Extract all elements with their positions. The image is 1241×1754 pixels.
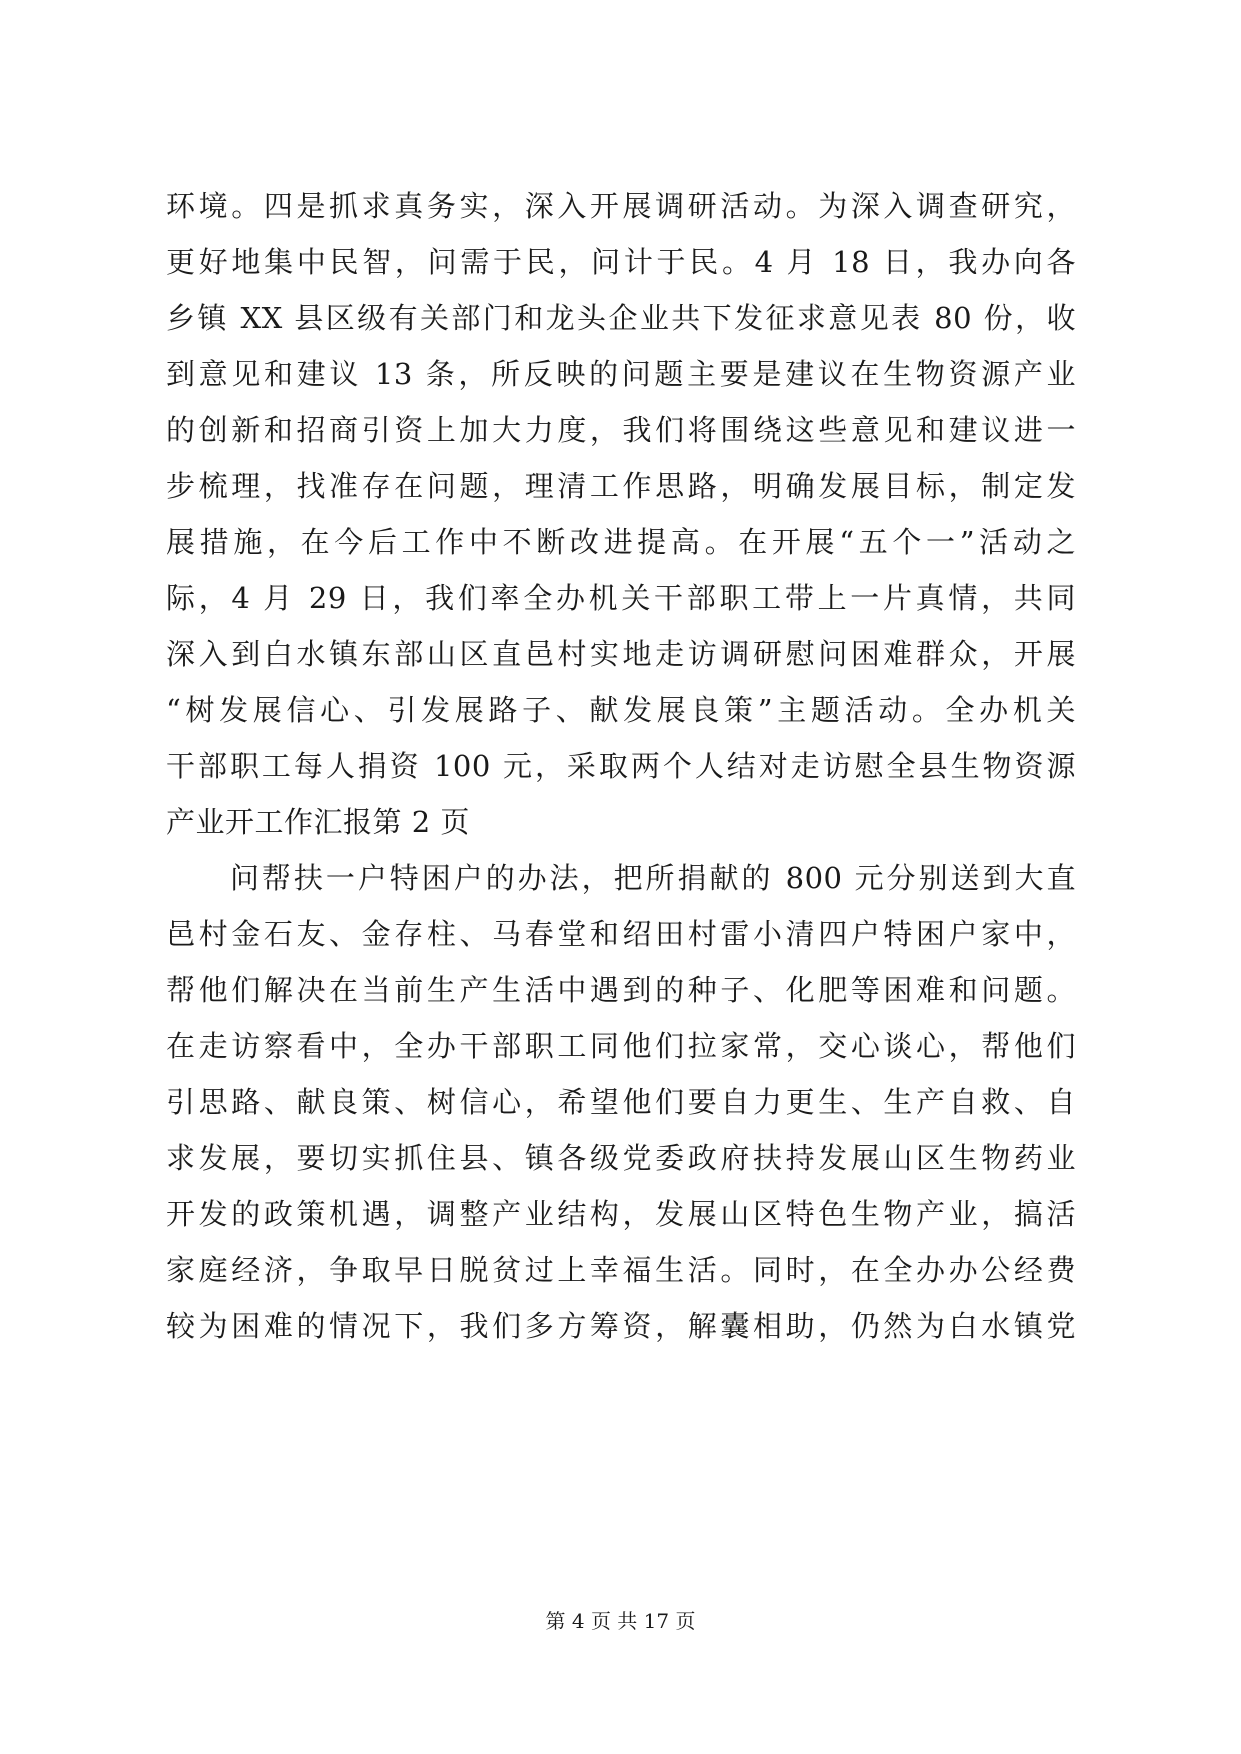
text-line: 在走访察看中，全办干部职工同他们拉家常，交心谈心，帮他们	[166, 1029, 1076, 1063]
text-line: 展措施，在今后工作中不断改进提高。在开展“五个一”活动之	[166, 525, 1076, 559]
text-line: 求发展，要切实抓住县、镇各级党委政府扶持发展山区生物药业	[166, 1141, 1076, 1175]
text-line: 家庭经济，争取早日脱贫过上幸福生活。同时，在全办办公经费	[166, 1253, 1076, 1287]
text-line: 产业开工作汇报第 2 页	[166, 805, 470, 839]
text-line: 问帮扶一户特困户的办法，把所捐献的 800 元分别送到大直	[166, 861, 1076, 895]
text-line: 开发的政策机遇，调整产业结构，发展山区特色生物产业，搞活	[166, 1197, 1076, 1231]
text-line: 步梳理，找准存在问题，理清工作思路，明确发展目标，制定发	[166, 469, 1076, 503]
text-line: 际，4 月 29 日，我们率全办机关干部职工带上一片真情，共同	[166, 581, 1076, 615]
text-line: 环境。四是抓求真务实，深入开展调研活动。为深入调查研究，	[166, 189, 1076, 223]
text-line: 乡镇 XX 县区级有关部门和龙头企业共下发征求意见表 80 份，收	[166, 301, 1076, 335]
text-line: 邑村金石友、金存柱、马春堂和绍田村雷小清四户特困户家中，	[166, 917, 1076, 951]
text-line: 的创新和招商引资上加大力度，我们将围绕这些意见和建议进一	[166, 413, 1076, 447]
text-line: “树发展信心、引发展路子、献发展良策”主题活动。全办机关	[166, 693, 1076, 727]
text-line: 到意见和建议 13 条，所反映的问题主要是建议在生物资源产业	[166, 357, 1076, 391]
text-line: 更好地集中民智，问需于民，问计于民。4 月 18 日，我办向各	[166, 245, 1076, 279]
text-line: 较为困难的情况下，我们多方筹资，解囊相助，仍然为白水镇党	[166, 1309, 1076, 1343]
text-line: 深入到白水镇东部山区直邑村实地走访调研慰问困难群众，开展	[166, 637, 1076, 671]
body-text	[166, 178, 1076, 1354]
text-line: 干部职工每人捐资 100 元，采取两个人结对走访慰全县生物资源	[166, 749, 1076, 783]
page-footer: 第 4 页 共 17 页	[545, 1609, 696, 1633]
text-line: 帮他们解决在当前生产生活中遇到的种子、化肥等困难和问题。	[166, 973, 1076, 1007]
text-line: 引思路、献良策、树信心，希望他们要自力更生、生产自救、自	[166, 1085, 1076, 1119]
